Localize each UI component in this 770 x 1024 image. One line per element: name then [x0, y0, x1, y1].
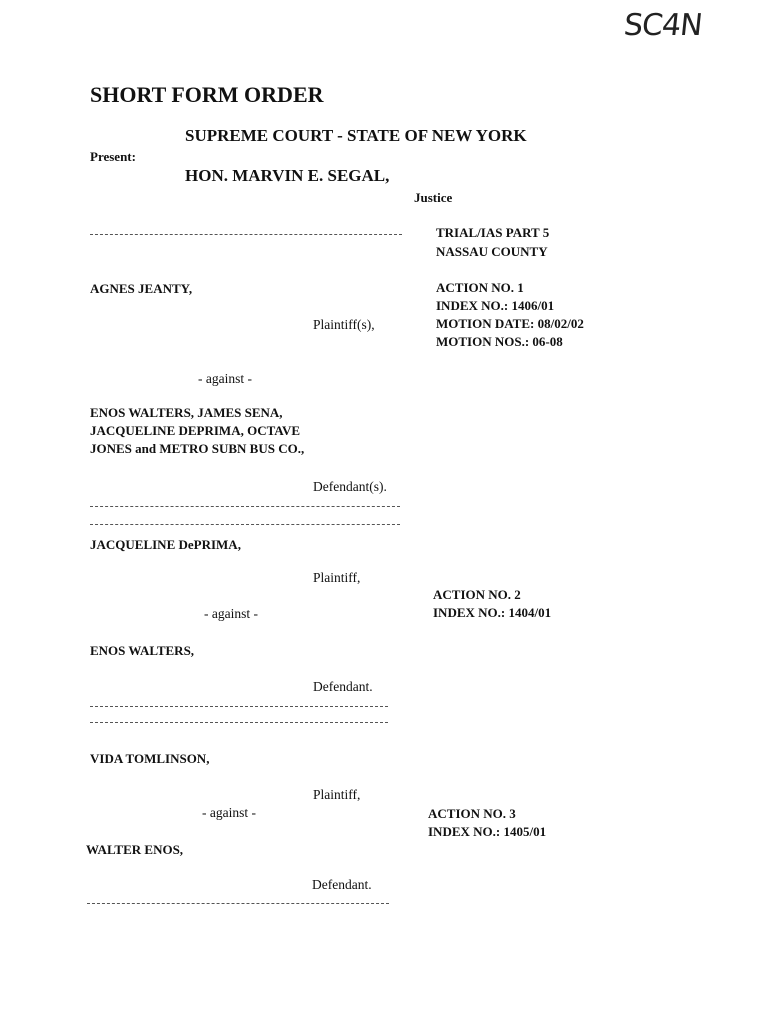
action2-action-no: ACTION NO. 2 [433, 587, 521, 602]
action1-against: - against - [198, 371, 252, 386]
action1-plaintiff: AGNES JEANTY, [90, 281, 193, 296]
separator-line [90, 722, 388, 723]
action2-plaintiff-role: Plaintiff, [313, 570, 361, 585]
action3-defendant: WALTER ENOS, [86, 842, 184, 857]
action2-index-no: INDEX NO.: 1404/01 [433, 605, 552, 620]
action3-defendant-role: Defendant. [312, 877, 372, 892]
separator-line [87, 903, 389, 904]
action1-defendants-line-2: JACQUELINE DEPRIMA, OCTAVE [90, 423, 301, 438]
separator-line [90, 706, 388, 707]
action1-plaintiff-role: Plaintiff(s), [313, 317, 375, 332]
action3-against: - against - [202, 805, 256, 820]
action2-against: - against - [204, 606, 258, 621]
handwritten-scan-stamp: SC4N [622, 8, 704, 43]
judge-title: Justice [414, 190, 453, 205]
action2-plaintiff: JACQUELINE DePRIMA, [90, 537, 241, 552]
separator-line [90, 524, 400, 525]
form-title: SHORT FORM ORDER [90, 82, 324, 107]
action1-action-no: ACTION NO. 1 [436, 280, 524, 295]
present-label: Present: [90, 149, 136, 164]
separator-line [90, 234, 402, 235]
action1-index-no: INDEX NO.: 1406/01 [436, 298, 555, 313]
judge-name: HON. MARVIN E. SEGAL, [185, 166, 390, 185]
action1-defendants-line-3: JONES and METRO SUBN BUS CO., [90, 441, 305, 456]
separator-line [90, 506, 400, 507]
action1-defendants-line-1: ENOS WALTERS, JAMES SENA, [90, 405, 283, 420]
part-line-2: NASSAU COUNTY [436, 244, 548, 259]
action2-defendant-role: Defendant. [313, 679, 373, 694]
action1-motion-nos: MOTION NOS.: 06-08 [436, 334, 563, 349]
action3-index-no: INDEX NO.: 1405/01 [428, 824, 547, 839]
action1-defendant-role: Defendant(s). [313, 479, 387, 494]
action3-plaintiff: VIDA TOMLINSON, [90, 751, 210, 766]
action3-plaintiff-role: Plaintiff, [313, 787, 361, 802]
action3-action-no: ACTION NO. 3 [428, 806, 516, 821]
part-line-1: TRIAL/IAS PART 5 [436, 225, 550, 240]
court-name: SUPREME COURT - STATE OF NEW YORK [185, 126, 527, 145]
action2-defendant: ENOS WALTERS, [90, 643, 195, 658]
action1-motion-date: MOTION DATE: 08/02/02 [436, 316, 584, 331]
